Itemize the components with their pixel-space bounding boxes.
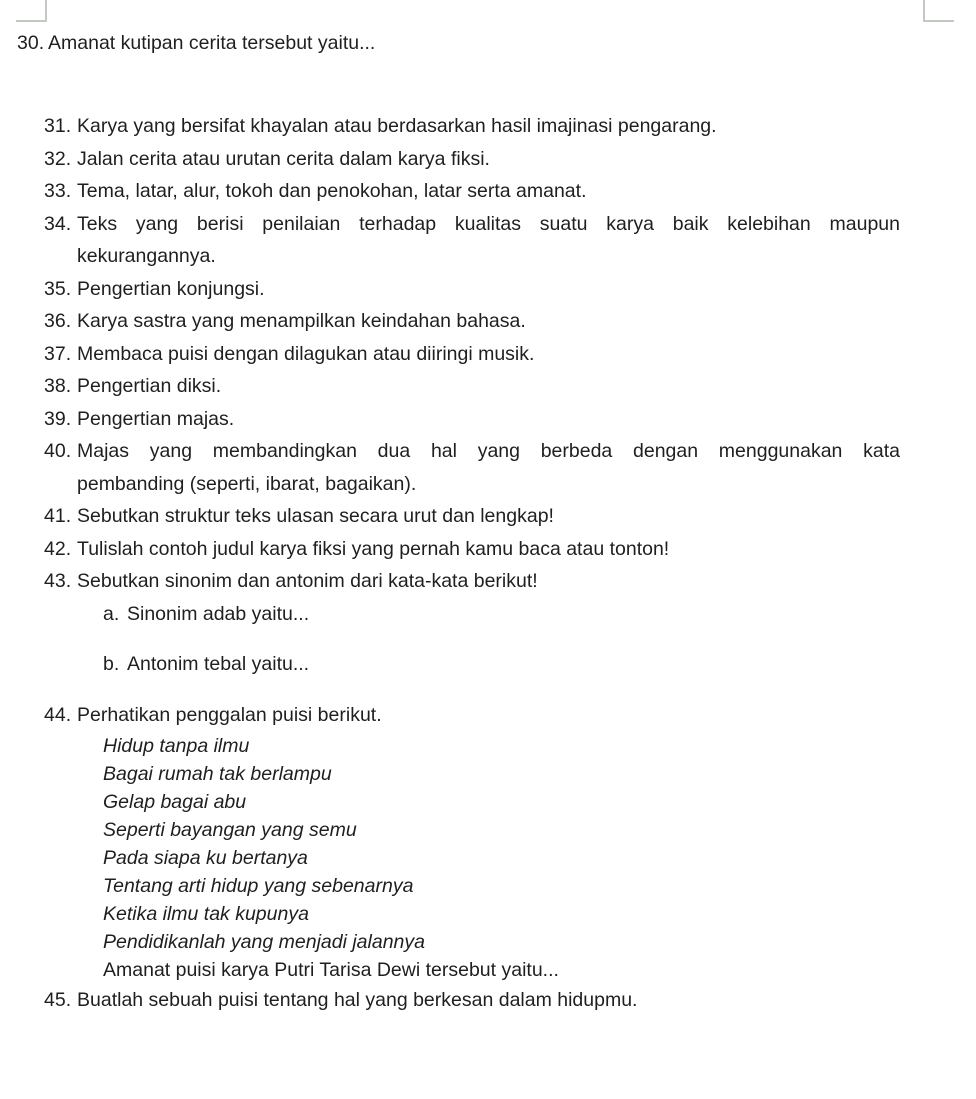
question-list — [44, 110, 900, 1016]
poem-line: Gelap bagai abu — [103, 790, 247, 813]
question-item-44 — [44, 699, 900, 732]
poem-closing-line: Amanat puisi karya Putri Tarisa Dewi tersebut yaitu... — [103, 958, 559, 981]
sub-item-a — [103, 598, 900, 631]
question-item-39 — [44, 403, 900, 436]
question-number: 32. — [44, 147, 72, 170]
question-number: 36. — [44, 310, 72, 332]
question-text: Pengertian konjungsi. — [77, 277, 265, 300]
sub-item-text: Sinonim adab yaitu... — [127, 602, 310, 625]
question-text: Perhatikan penggalan puisi berikut. — [77, 704, 382, 726]
question-item-45 — [44, 984, 900, 1017]
question-item-35 — [44, 273, 900, 306]
sub-item-text: Antonim tebal yaitu... — [127, 653, 310, 675]
question-number: 38. — [44, 375, 72, 397]
question-number: 42. — [44, 537, 72, 560]
question-text-line-1: Teks yang berisi penilaian terhadap kualitas suatu karya baik kelebihan maupun — [77, 212, 900, 235]
question-number: 45. — [44, 988, 72, 1011]
question-text: Membaca puisi dengan dilagukan atau diiringi musik. — [77, 342, 535, 365]
question-item-33 — [44, 175, 900, 208]
question-item-43 — [44, 565, 900, 598]
question-item-34 — [44, 208, 900, 273]
question-item-40 — [44, 435, 900, 500]
question-item-31 — [44, 110, 900, 143]
sub-item-b — [103, 648, 900, 681]
question-number: 43. — [44, 570, 72, 592]
poem-line: Hidup tanpa ilmu — [103, 734, 250, 757]
question-text: Sebutkan struktur teks ulasan secara urut dan lengkap! — [77, 505, 554, 527]
question-number: 30. — [17, 32, 45, 54]
poem-line: Ketika ilmu tak kupunya — [103, 902, 309, 925]
question-item-30 — [17, 27, 976, 60]
question-text: Tema, latar, alur, tokoh dan penokohan, latar serta amanat. — [77, 180, 587, 202]
question-item-41 — [44, 500, 900, 533]
question-number: 31. — [44, 115, 72, 137]
poem-line: Pendidikanlah yang menjadi jalannya — [103, 930, 425, 953]
sub-item-label: b. — [103, 653, 120, 675]
sub-item-label: a. — [103, 602, 120, 625]
poem-line: Tentang arti hidup yang sebenarnya — [103, 874, 414, 897]
question-item-36 — [44, 305, 900, 338]
text-boundary-mark-top-right — [923, 0, 954, 22]
question-number: 37. — [44, 342, 72, 365]
question-number: 40. — [44, 440, 72, 462]
question-text: Tulislah contoh judul karya fiksi yang pernah kamu baca atau tonton! — [77, 537, 670, 560]
question-text-line-2: kekurangannya. — [77, 245, 216, 267]
question-number: 35. — [44, 277, 72, 300]
question-text: Jalan cerita atau urutan cerita dalam karya fiksi. — [77, 147, 490, 170]
question-text-line-2: pembanding (seperti, ibarat, bagaikan). — [77, 472, 417, 495]
question-number: 33. — [44, 180, 72, 202]
question-text: Pengertian diksi. — [77, 375, 222, 397]
question-text — [77, 435, 900, 500]
question-number: 41. — [44, 505, 72, 527]
question-item-37 — [44, 338, 900, 371]
question-text — [77, 208, 900, 273]
question-text: Pengertian majas. — [77, 407, 235, 430]
poem-line: Bagai rumah tak berlampu — [103, 762, 332, 785]
poem-excerpt — [103, 732, 900, 956]
question-item-32 — [44, 143, 900, 176]
question-text-line-1: Majas yang membandingkan dua hal yang berbeda dengan menggunakan kata — [77, 440, 900, 462]
question-number: 34. — [44, 212, 72, 235]
question-text: Buatlah sebuah puisi tentang hal yang berkesan dalam hidupmu. — [77, 988, 638, 1011]
poem-line: Pada siapa ku bertanya — [103, 846, 308, 869]
question-text: Sebutkan sinonim dan antonim dari kata-kata berikut! — [77, 570, 538, 592]
question-item-38 — [44, 370, 900, 403]
question-number: 44. — [44, 704, 72, 726]
question-text: Karya yang bersifat khayalan atau berdasarkan hasil imajinasi pengarang. — [77, 115, 717, 137]
question-item-42 — [44, 533, 900, 566]
question-text: Amanat kutipan cerita tersebut yaitu... — [48, 32, 376, 54]
question-text: Karya sastra yang menampilkan keindahan bahasa. — [77, 310, 526, 332]
question-number: 39. — [44, 407, 72, 430]
poem-line: Seperti bayangan yang semu — [103, 818, 357, 841]
text-boundary-mark-top-left — [16, 0, 47, 22]
